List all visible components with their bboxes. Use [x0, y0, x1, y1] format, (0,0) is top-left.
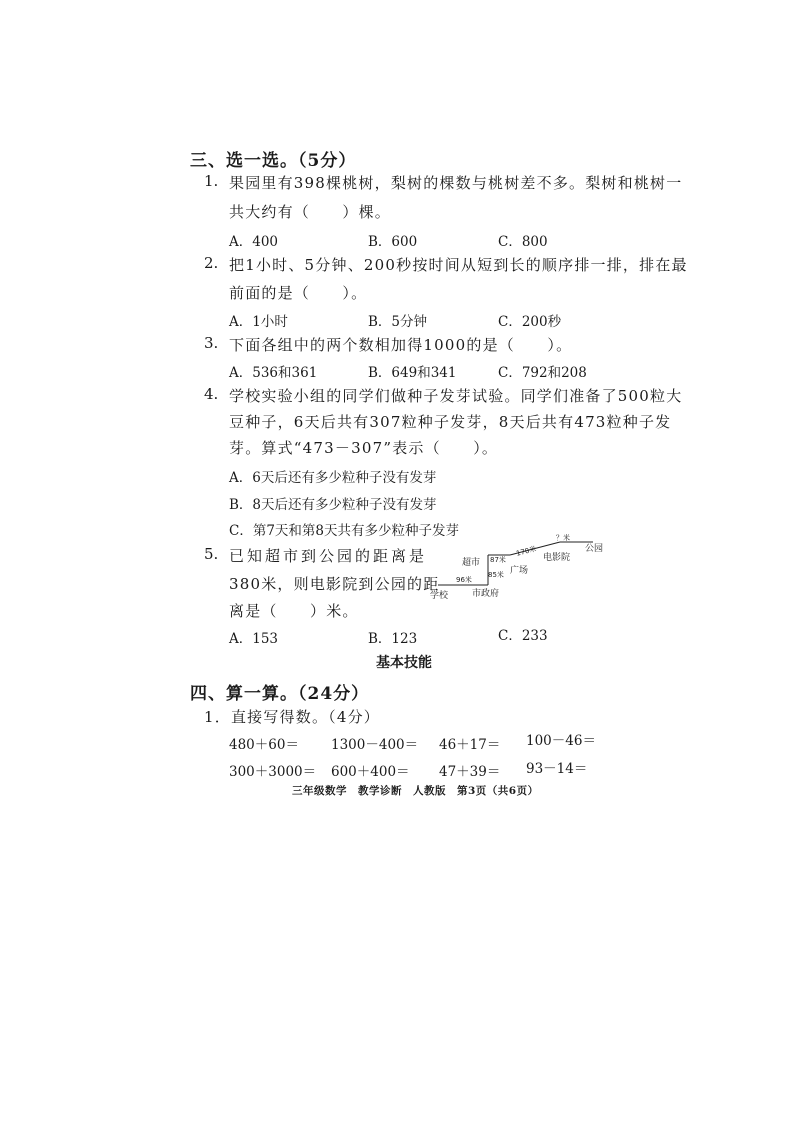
option-a: A．536和361 — [229, 365, 318, 381]
question-text: 离是（ ）米。 — [229, 602, 359, 620]
section3-heading: 三、选一选。（5分） — [190, 151, 357, 171]
question-text: 已知超市到公园的距离是 — [229, 547, 428, 565]
question-number: 1. — [204, 172, 219, 190]
question-number: 5. — [204, 545, 219, 563]
option-c: C．800 — [498, 234, 548, 250]
label-school: 学校 — [430, 591, 449, 601]
distance-label: ？米 — [556, 534, 570, 542]
route-diagram — [420, 530, 620, 610]
label-market: 超市 — [462, 558, 481, 568]
option-b: B．649和341 — [368, 365, 457, 381]
option-b: B．5分钟 — [368, 314, 428, 330]
page-footer: 三年级数学 教学诊断 人教版 第3页（共6页） — [292, 785, 539, 797]
label-govt: 市政府 — [472, 589, 500, 599]
option-c: C．200秒 — [498, 314, 562, 330]
option-a: A．1小时 — [229, 314, 288, 330]
question-text: 果园里有398棵桃树，梨树的棵数与桃树差不多。梨树和桃树一 — [229, 174, 683, 192]
question-text: 共大约有（ ）棵。 — [229, 203, 392, 221]
question-text: 学校实验小组的同学们做种子发芽试验。同学们准备了500粒大 — [229, 387, 683, 405]
section4-heading: 四、算一算。（24分） — [190, 684, 370, 704]
calc-item: 46＋17＝ — [439, 737, 501, 753]
distance-label: 85米 — [488, 571, 504, 579]
question-text: 下面各组中的两个数相加得1000的是（ ）。 — [229, 336, 573, 354]
question-number: 2. — [204, 254, 219, 272]
question-text: 芽。算式“473－307”表示（ ）。 — [229, 439, 499, 457]
question-text: 380米，则电影院到公园的距 — [229, 575, 440, 593]
question-text: 把1小时、5分钟、200秒按时间从短到长的顺序排一排，排在最 — [229, 256, 688, 274]
subheading: 基本技能 — [376, 655, 432, 671]
label-cinema: 电影院 — [543, 553, 571, 563]
option-b: B．8天后还有多少粒种子没有发芽 — [229, 497, 437, 513]
option-c: C．792和208 — [498, 365, 587, 381]
calc-item: 600＋400＝ — [331, 764, 410, 780]
label-park: 公园 — [585, 544, 604, 554]
label-square: 广场 — [510, 566, 529, 576]
calc-item: 93－14＝ — [526, 761, 588, 777]
question-number: 3. — [204, 334, 219, 352]
question-number: 4. — [204, 385, 219, 403]
option-c: C．第7天和第8天共有多少粒种子发芽 — [229, 523, 460, 539]
calc-item: 480＋60＝ — [229, 737, 299, 753]
question-text: 前面的是（ ）。 — [229, 284, 368, 302]
option-b: B．123 — [368, 631, 418, 647]
distance-label: 87米 — [490, 556, 506, 564]
calc-item: 100－46＝ — [526, 733, 596, 749]
distance-label: 170米 — [515, 544, 538, 558]
calc-item: 300＋3000＝ — [229, 764, 317, 780]
option-b: B．600 — [368, 234, 418, 250]
question-text: 豆种子，6天后共有307粒种子发芽，8天后共有473粒种子发 — [229, 413, 672, 431]
option-a: A．400 — [229, 234, 279, 250]
question-text: 1．直接写得数。（4分） — [204, 708, 380, 726]
calc-item: 47＋39＝ — [439, 764, 501, 780]
option-c: C．233 — [498, 628, 548, 644]
distance-label: 96米 — [456, 576, 472, 584]
option-a: A．153 — [229, 631, 279, 647]
calc-item: 1300－400＝ — [331, 737, 419, 753]
option-a: A．6天后还有多少粒种子没有发芽 — [229, 470, 437, 486]
